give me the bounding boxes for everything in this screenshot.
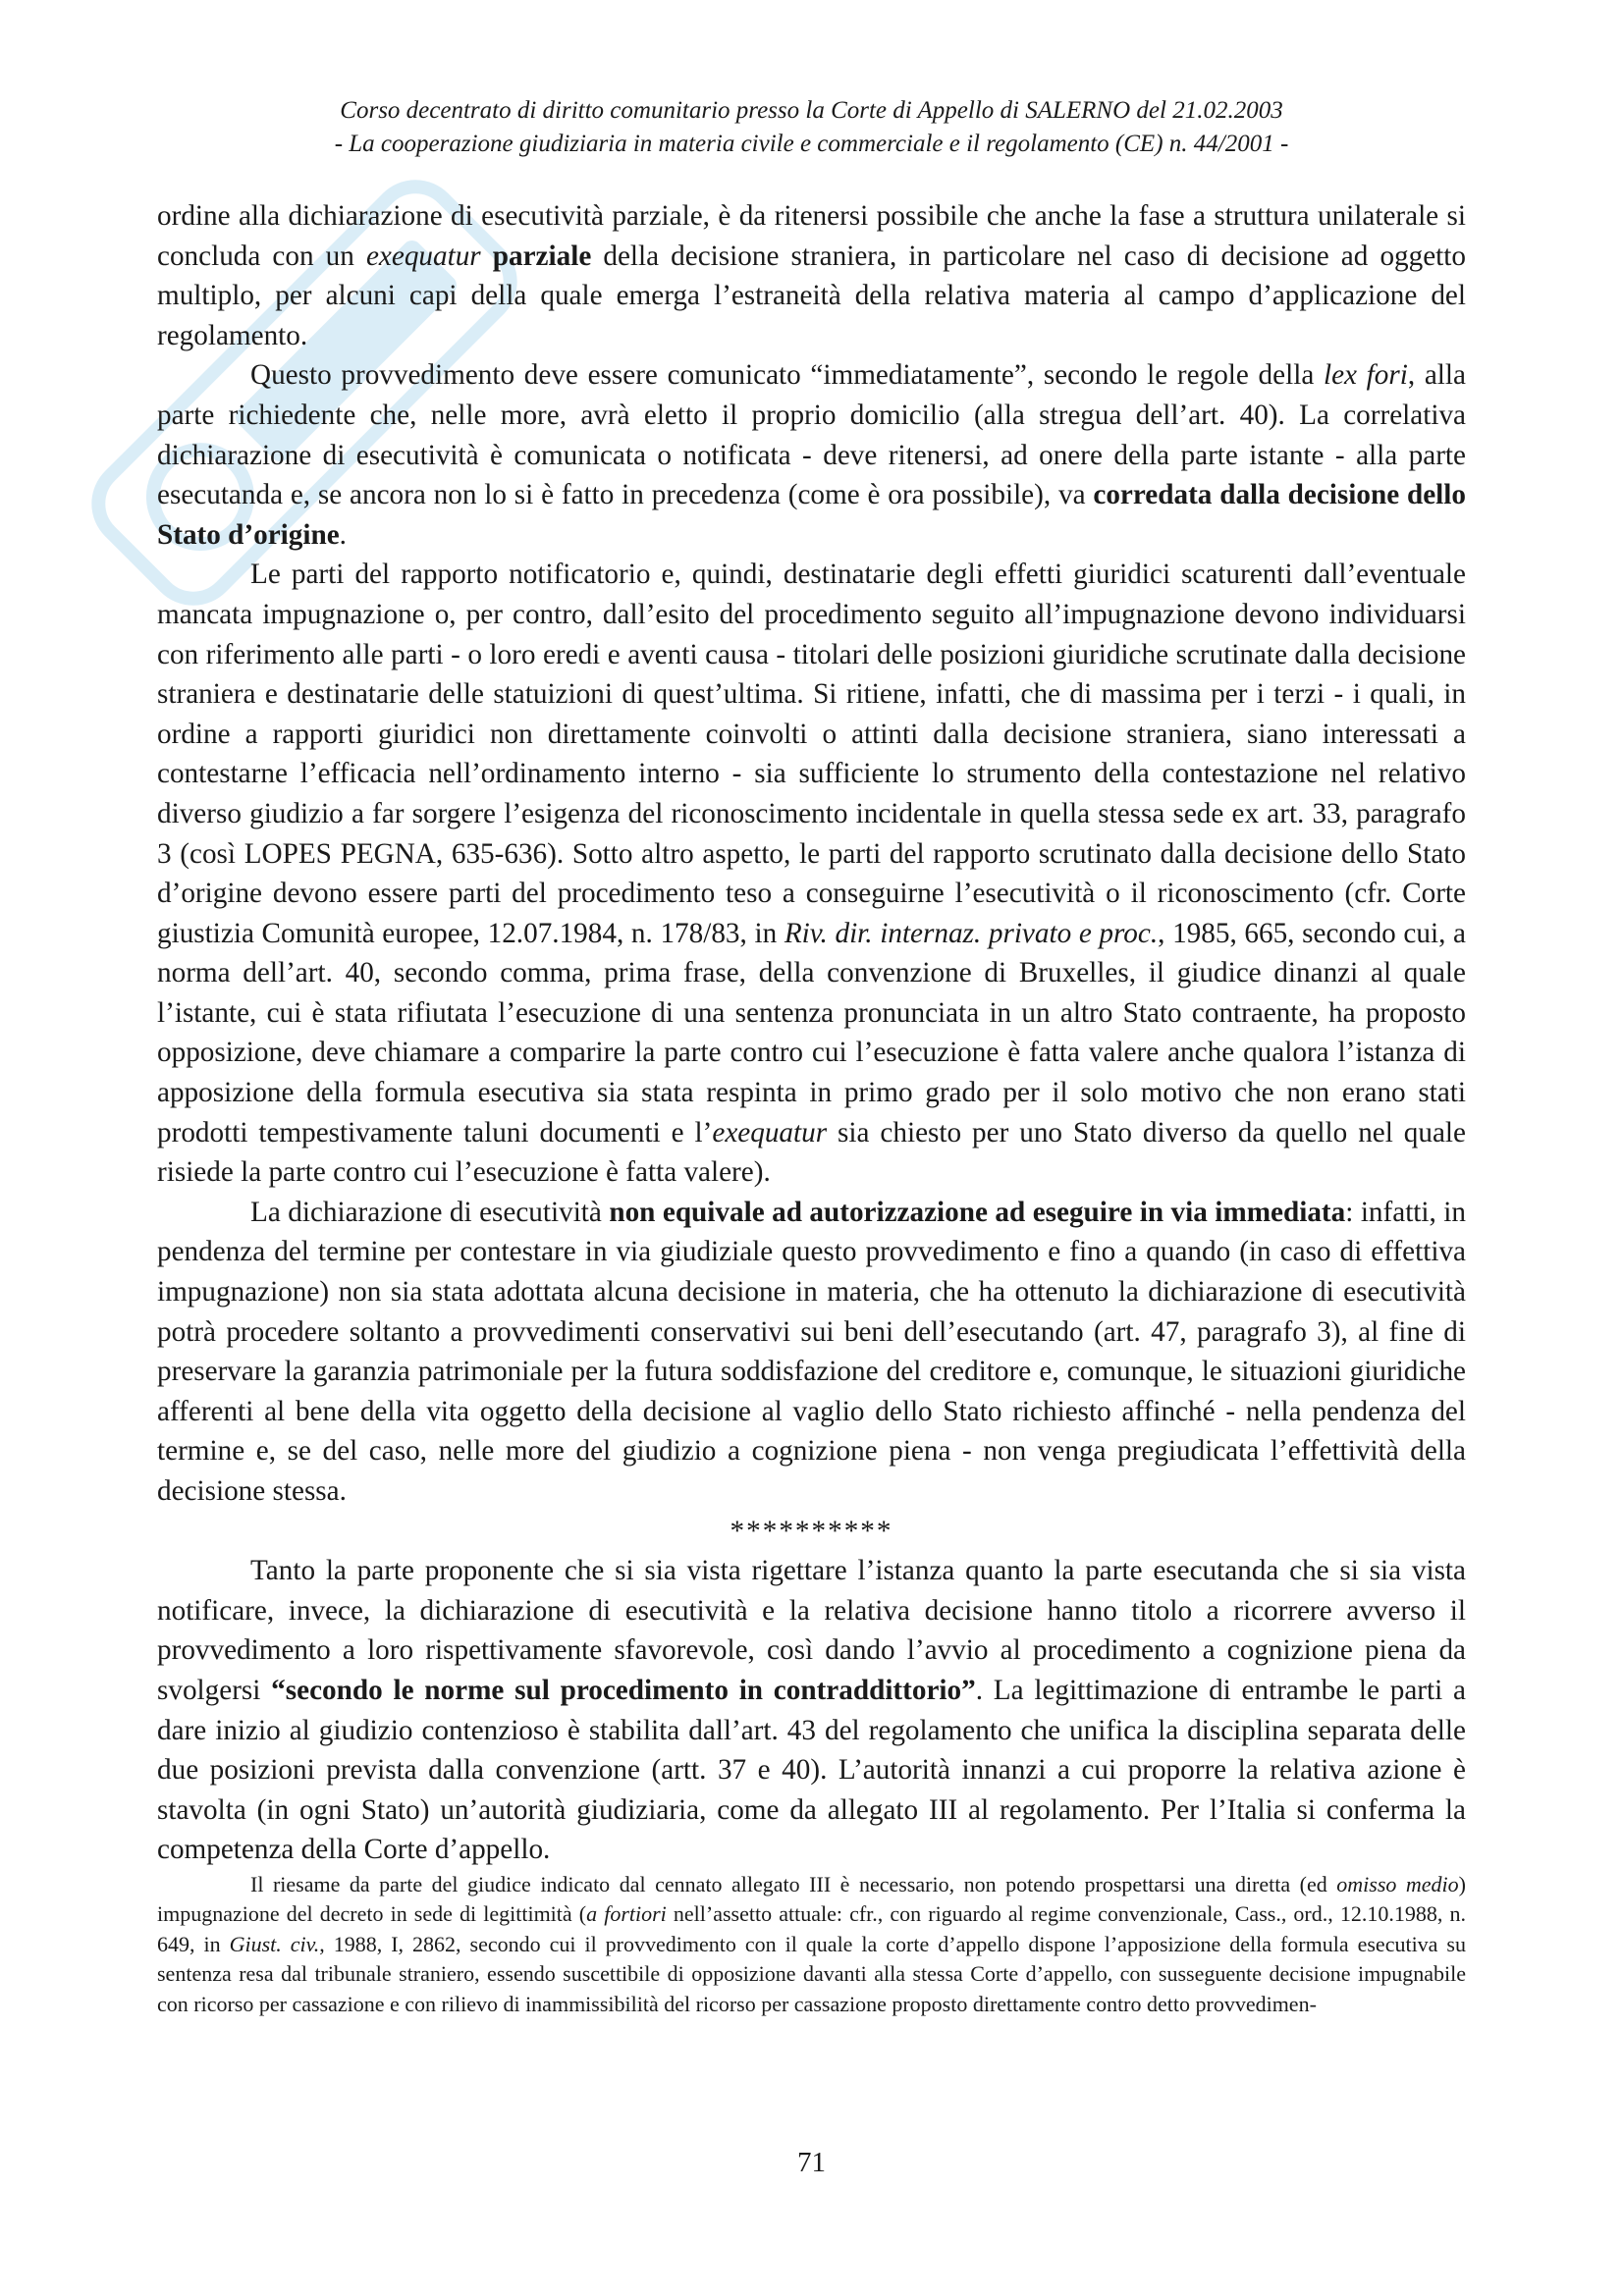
section-separator: ********** xyxy=(730,1515,893,1547)
page-number: 71 xyxy=(797,2147,826,2178)
body-text xyxy=(157,196,1466,2019)
footnote: Il riesame da parte del giudice indicato dal cennato allegato III è necessario, non potendo prospettarsi una diretta (ed omisso medio) impugnazione del decreto in sede di legittimità (a fortiori nell’assetto attuale: cfr., con riguardo al regime convenzionale, Cass., ord., 12.10.1988, n. 649, in Giust. civ., 1988, I, 2862, secondo cui il provvedimento con il quale la corte d’appello dispone l’apposizione della formula esecutiva su sentenza resa dal tribunale straniero, essendo suscettibile di opposizione davanti alla stessa Corte d’appello, con susseguente decisione impugnabile con ricorso per cassazione e con rilievo di inammissibilità del ricorso per cassazione proposto direttamente contro detto provvedimen- xyxy=(157,1871,1466,2016)
paragraph-2: Questo provvedimento deve essere comunicato “immediatamente”, secondo le regole della lex fori, alla parte richiedente che, nelle more, avrà eletto il proprio domicilio (alla stregua dell’art. 40). La correlativa dichiarazione di esecutività è comunicata o notificata - deve ritenersi, ad onere della parte istante - alla parte esecutanda e, se ancora non lo si è fatto in precedenza (come è ora possibile), va corredata dalla decisione dello Stato d’origine. xyxy=(157,359,1466,551)
header-line-1: Corso decentrato di diritto comunitario presso la Corte di Appello di SALERNO del 21.02.2003 xyxy=(340,97,1283,124)
paragraph-4: La dichiarazione di esecutività non equivale ad autorizzazione ad eseguire in via immediata: infatti, in pendenza del termine per contestare in via giudiziale questo provvedimento e fino a quando (in caso di effettiva impugnazione) non sia stata adottata alcuna decisione in materia, che ha ottenuto la dichiarazione di esecutività potrà procedere soltanto a provvedimenti conservativi sui beni dell’esecutando (art. 47, paragrafo 3), al fine di preservare la garanzia patrimoniale per la futura soddisfazione del creditore e, comunque, le situazioni giuridiche afferenti al bene della vita oggetto della decisione al vaglio dello Stato richiesto affinché - nella pendenza del termine e, se del caso, nelle more del giudizio a cognizione piena - non venga pregiudicata l’effettività della decisione stessa. xyxy=(157,1196,1466,1507)
header-line-2: - La cooperazione giudiziaria in materia civile e commerciale e il regolamento (CE) n. 44/2001 - xyxy=(334,131,1289,157)
running-header xyxy=(157,94,1466,161)
paragraph-3: Le parti del rapporto notificatorio e, quindi, destinatarie degli effetti giuridici scaturenti dall’eventuale mancata impugnazione o, per contro, dall’esito del procedimento seguito all’impugnazione devono individuarsi con riferimento alle parti - o loro eredi e aventi causa - titolari delle posizioni giuridiche scrutinate dalla decisione straniera e destinatarie delle statuizioni di quest’ultima. Si ritiene, infatti, che di massima per i terzi - i quali, in ordine a rapporti giuridici non direttamente coinvolti o attinti dalla decisione straniera, siano interessati a contestarne l’efficacia nell’ordinamento interno - sia sufficiente lo strumento della contestazione nel relativo diverso giudizio a far sorgere l’esigenza del riconoscimento incidentale in quella stessa sede ex art. 33, paragrafo 3 (così LOPES PEGNA, 635-636). Sotto altro aspetto, le parti del rapporto scrutinato dalla decisione dello Stato d’origine devono essere parti del procedimento teso a conseguirne l’esecutività o il riconoscimento (cfr. Corte giustizia Comunità europee, 12.07.1984, n. 178/83, in Riv. dir. internaz. privato e proc., 1985, 665, secondo cui, a norma dell’art. 40, secondo comma, prima frase, della convenzione di Bruxelles, il giudice dinanzi al quale l’istante, cui è stata rifiutata l’esecuzione di una sentenza pronunciata in un altro Stato contraente, ha proposto opposizione, deve chiamare a comparire la parte contro cui l’esecuzione è fatta valere anche qualora l’istanza di apposizione della formula esecutiva sia stata respinta in primo grado per il solo motivo che non erano stati prodotti tempestivamente taluni documenti e l’exequatur sia chiesto per uno Stato diverso da quello nel quale risiede la parte contro cui l’esecuzione è fatta valere). xyxy=(157,559,1466,1189)
paragraph-5: Tanto la parte proponente che si sia vista rigettare l’istanza quanto la parte esecutanda che si sia vista notificare, invece, la dichiarazione di esecutività e la relativa decisione hanno titolo a ricorrere avverso il provvedimento a loro rispettivamente sfavorevole, così dando l’avvio al procedimento a cognizione piena da svolgersi “secondo le norme sul procedimento in contraddittorio”. La legittimazione di entrambe le parti a dare inizio al giudizio contenzioso è stabilita dall’art. 43 del regolamento che unifica la disciplina separata delle due posizioni prevista dalla convenzione (artt. 37 e 40). L’autorità innanzi a cui proporre la relativa azione è stavolta (in ogni Stato) un’autorità giudiziaria, come da allegato III al regolamento. Per l’Italia si conferma la competenza della Corte d’appello. xyxy=(157,1555,1466,1866)
paragraph-1: ordine alla dichiarazione di esecutività parziale, è da ritenersi possibile che anche la fase a struttura unilaterale si concluda con un exequatur parziale della decisione straniera, in particolare nel caso di decisione ad oggetto multiplo, per alcuni capi della quale emerga l’estraneità della relativa materia al campo d’applicazione del regolamento. xyxy=(157,200,1466,351)
